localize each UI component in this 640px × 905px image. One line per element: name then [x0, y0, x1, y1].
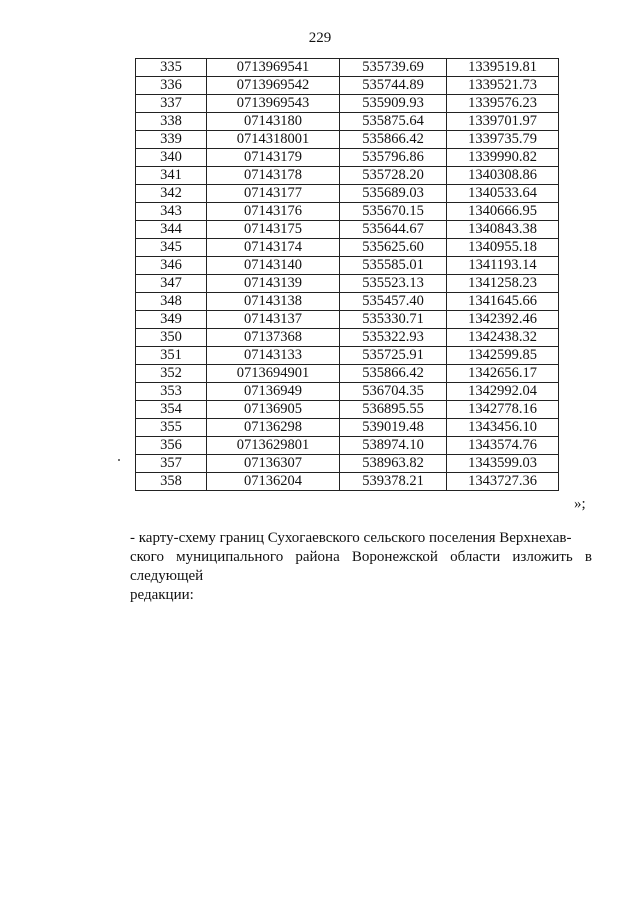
x-coordinate-cell: 539019.48 [340, 419, 447, 437]
y-coordinate-cell: 1340308.86 [447, 167, 559, 185]
point-number-cell: 345 [136, 239, 207, 257]
table-row [136, 329, 559, 347]
x-coordinate-cell: 535725.91 [340, 347, 447, 365]
point-number-cell: 350 [136, 329, 207, 347]
y-coordinate-cell: 1342992.04 [447, 383, 559, 401]
x-coordinate-cell: 535909.93 [340, 95, 447, 113]
point-id-cell: 07143140 [207, 257, 340, 275]
table-row [136, 239, 559, 257]
point-id-cell: 07143133 [207, 347, 340, 365]
point-number-cell: 348 [136, 293, 207, 311]
x-coordinate-cell: 539378.21 [340, 473, 447, 491]
table-row [136, 455, 559, 473]
point-id-cell: 07143137 [207, 311, 340, 329]
point-number-cell: 354 [136, 401, 207, 419]
y-coordinate-cell: 1342392.46 [447, 311, 559, 329]
point-number-cell: 336 [136, 77, 207, 95]
y-coordinate-cell: 1341193.14 [447, 257, 559, 275]
x-coordinate-cell: 535689.03 [340, 185, 447, 203]
coordinates-table [135, 58, 559, 491]
x-coordinate-cell: 535728.20 [340, 167, 447, 185]
point-number-cell: 342 [136, 185, 207, 203]
y-coordinate-cell: 1341645.66 [447, 293, 559, 311]
y-coordinate-cell: 1340955.18 [447, 239, 559, 257]
point-id-cell: 0714318001 [207, 131, 340, 149]
y-coordinate-cell: 1339990.82 [447, 149, 559, 167]
table-row [136, 275, 559, 293]
point-id-cell: 07143179 [207, 149, 340, 167]
x-coordinate-cell: 536895.55 [340, 401, 447, 419]
table-row [136, 149, 559, 167]
table-row [136, 293, 559, 311]
point-number-cell: 344 [136, 221, 207, 239]
x-coordinate-cell: 535875.64 [340, 113, 447, 131]
y-coordinate-cell: 1343727.36 [447, 473, 559, 491]
point-number-cell: 351 [136, 347, 207, 365]
point-id-cell: 07136905 [207, 401, 340, 419]
x-coordinate-cell: 535644.67 [340, 221, 447, 239]
x-coordinate-cell: 535457.40 [340, 293, 447, 311]
point-number-cell: 357 [136, 455, 207, 473]
x-coordinate-cell: 535523.13 [340, 275, 447, 293]
x-coordinate-cell: 536704.35 [340, 383, 447, 401]
point-id-cell: 07143174 [207, 239, 340, 257]
point-id-cell: 0713969543 [207, 95, 340, 113]
point-id-cell: 07143139 [207, 275, 340, 293]
point-id-cell: 07136949 [207, 383, 340, 401]
point-id-cell: 0713969541 [207, 59, 340, 77]
table-row [136, 59, 559, 77]
table-row [136, 95, 559, 113]
point-number-cell: 341 [136, 167, 207, 185]
point-id-cell: 0713629801 [207, 437, 340, 455]
table-row [136, 347, 559, 365]
y-coordinate-cell: 1342656.17 [447, 365, 559, 383]
y-coordinate-cell: 1339521.73 [447, 77, 559, 95]
point-number-cell: 335 [136, 59, 207, 77]
x-coordinate-cell: 535866.42 [340, 131, 447, 149]
point-id-cell: 07143138 [207, 293, 340, 311]
stray-mark [118, 459, 120, 461]
y-coordinate-cell: 1339576.23 [447, 95, 559, 113]
y-coordinate-cell: 1343456.10 [447, 419, 559, 437]
x-coordinate-cell: 535866.42 [340, 365, 447, 383]
table-row [136, 473, 559, 491]
point-id-cell: 07143176 [207, 203, 340, 221]
point-number-cell: 340 [136, 149, 207, 167]
point-id-cell: 07136307 [207, 455, 340, 473]
y-coordinate-cell: 1342599.85 [447, 347, 559, 365]
point-id-cell: 07143177 [207, 185, 340, 203]
y-coordinate-cell: 1342778.16 [447, 401, 559, 419]
table-body [136, 59, 559, 491]
point-number-cell: 349 [136, 311, 207, 329]
x-coordinate-cell: 535744.89 [340, 77, 447, 95]
point-id-cell: 0713969542 [207, 77, 340, 95]
table-row [136, 419, 559, 437]
point-id-cell: 0713694901 [207, 365, 340, 383]
point-number-cell: 355 [136, 419, 207, 437]
point-number-cell: 338 [136, 113, 207, 131]
table-row [136, 365, 559, 383]
y-coordinate-cell: 1340533.64 [447, 185, 559, 203]
y-coordinate-cell: 1341258.23 [447, 275, 559, 293]
table-row [136, 185, 559, 203]
amendment-paragraph [130, 529, 592, 605]
y-coordinate-cell: 1339701.97 [447, 113, 559, 131]
paragraph-line-2: ского муниципального района Воронежской области изложить в следующей [130, 549, 592, 584]
point-number-cell: 346 [136, 257, 207, 275]
table-row [136, 401, 559, 419]
x-coordinate-cell: 538974.10 [340, 437, 447, 455]
point-id-cell: 07143178 [207, 167, 340, 185]
x-coordinate-cell: 538963.82 [340, 455, 447, 473]
table-row [136, 221, 559, 239]
x-coordinate-cell: 535625.60 [340, 239, 447, 257]
table-row [136, 383, 559, 401]
table-row [136, 77, 559, 95]
x-coordinate-cell: 535670.15 [340, 203, 447, 221]
point-number-cell: 347 [136, 275, 207, 293]
point-id-cell: 07143180 [207, 113, 340, 131]
point-number-cell: 358 [136, 473, 207, 491]
paragraph-line-1: - карту-схему границ Сухогаевского сельского поселения Верхнехав- [130, 530, 572, 546]
point-number-cell: 352 [136, 365, 207, 383]
x-coordinate-cell: 535322.93 [340, 329, 447, 347]
x-coordinate-cell: 535739.69 [340, 59, 447, 77]
table-row [136, 437, 559, 455]
point-id-cell: 07136298 [207, 419, 340, 437]
x-coordinate-cell: 535796.86 [340, 149, 447, 167]
x-coordinate-cell: 535585.01 [340, 257, 447, 275]
y-coordinate-cell: 1340666.95 [447, 203, 559, 221]
table-row [136, 203, 559, 221]
y-coordinate-cell: 1339519.81 [447, 59, 559, 77]
y-coordinate-cell: 1343574.76 [447, 437, 559, 455]
point-number-cell: 339 [136, 131, 207, 149]
y-coordinate-cell: 1339735.79 [447, 131, 559, 149]
point-id-cell: 07136204 [207, 473, 340, 491]
x-coordinate-cell: 535330.71 [340, 311, 447, 329]
y-coordinate-cell: 1342438.32 [447, 329, 559, 347]
closing-quote: »; [574, 496, 586, 512]
table-row [136, 131, 559, 149]
point-number-cell: 353 [136, 383, 207, 401]
paragraph-line-3: редакции: [130, 587, 194, 603]
y-coordinate-cell: 1343599.03 [447, 455, 559, 473]
point-number-cell: 337 [136, 95, 207, 113]
page-number: 229 [308, 30, 332, 46]
point-id-cell: 07137368 [207, 329, 340, 347]
point-number-cell: 356 [136, 437, 207, 455]
y-coordinate-cell: 1340843.38 [447, 221, 559, 239]
point-number-cell: 343 [136, 203, 207, 221]
table-row [136, 257, 559, 275]
table-row [136, 167, 559, 185]
point-id-cell: 07143175 [207, 221, 340, 239]
table-row [136, 113, 559, 131]
table-row [136, 311, 559, 329]
